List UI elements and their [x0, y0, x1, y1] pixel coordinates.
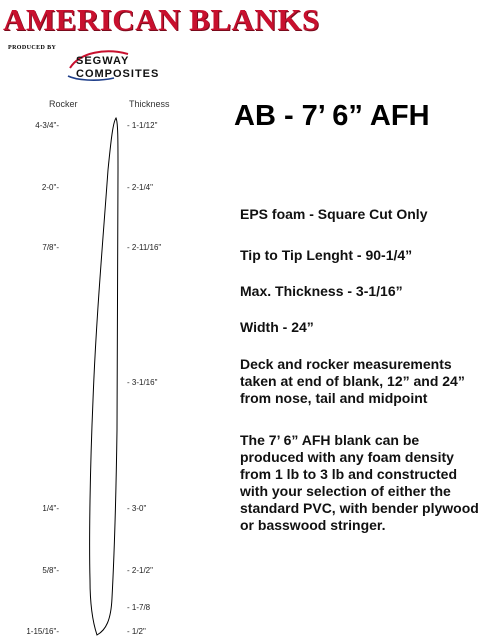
thickness-measure: - 1/2"	[127, 627, 146, 636]
rocker-measure: 1/4"-	[42, 504, 59, 513]
thickness-measure: - 1-1/12"	[127, 121, 158, 130]
spec-thickness: Max. Thickness - 3-1/16”	[240, 283, 403, 299]
brand-logo-text: AMERICAN BLANKS	[3, 2, 320, 37]
thickness-measure: - 3-0"	[127, 504, 147, 513]
rocker-measure: 2-0"-	[41, 183, 59, 192]
spec-measurement-note: Deck and rocker measurements taken at end of blank, 12” and 24” from nose, tail and midpoint	[240, 356, 465, 406]
spec-width: Width - 24”	[240, 319, 314, 335]
produced-by-label: PRODUCED BY	[8, 45, 57, 51]
model-title: AB - 7’ 6” AFH	[234, 100, 430, 132]
thickness-measure: - 2-1/2"	[127, 566, 153, 575]
thickness-measure: - 3-1/16"	[127, 378, 158, 387]
blank-profile-outline	[90, 118, 118, 635]
thickness-measure: - 2-1/4"	[127, 183, 153, 192]
maker-name-line1: SEGWAY	[76, 55, 130, 67]
thickness-measure: - 2-11/16"	[127, 243, 162, 252]
rocker-measure: 4-3/4"-	[35, 121, 59, 130]
spec-length: Tip to Tip Lenght - 90-1/4”	[240, 247, 413, 263]
thickness-column-header: Thickness	[129, 99, 170, 109]
rocker-measure: 1-15/16"-	[26, 627, 59, 636]
rocker-measure: 7/8"-	[42, 243, 59, 252]
maker-name-line2: COMPOSITES	[76, 68, 160, 80]
spec-construction-note: The 7’ 6” AFH blank can be produced with any foam density from 1 lb to 3 lb and constructed with your selection of either the standard PVC, with bender plywood or basswood stringer.	[240, 432, 479, 533]
thickness-measure: - 1-7/8	[127, 603, 151, 612]
rocker-measure: 5/8"-	[42, 566, 59, 575]
rocker-column-header: Rocker	[49, 99, 78, 109]
spec-foam: EPS foam - Square Cut Only	[240, 206, 428, 222]
